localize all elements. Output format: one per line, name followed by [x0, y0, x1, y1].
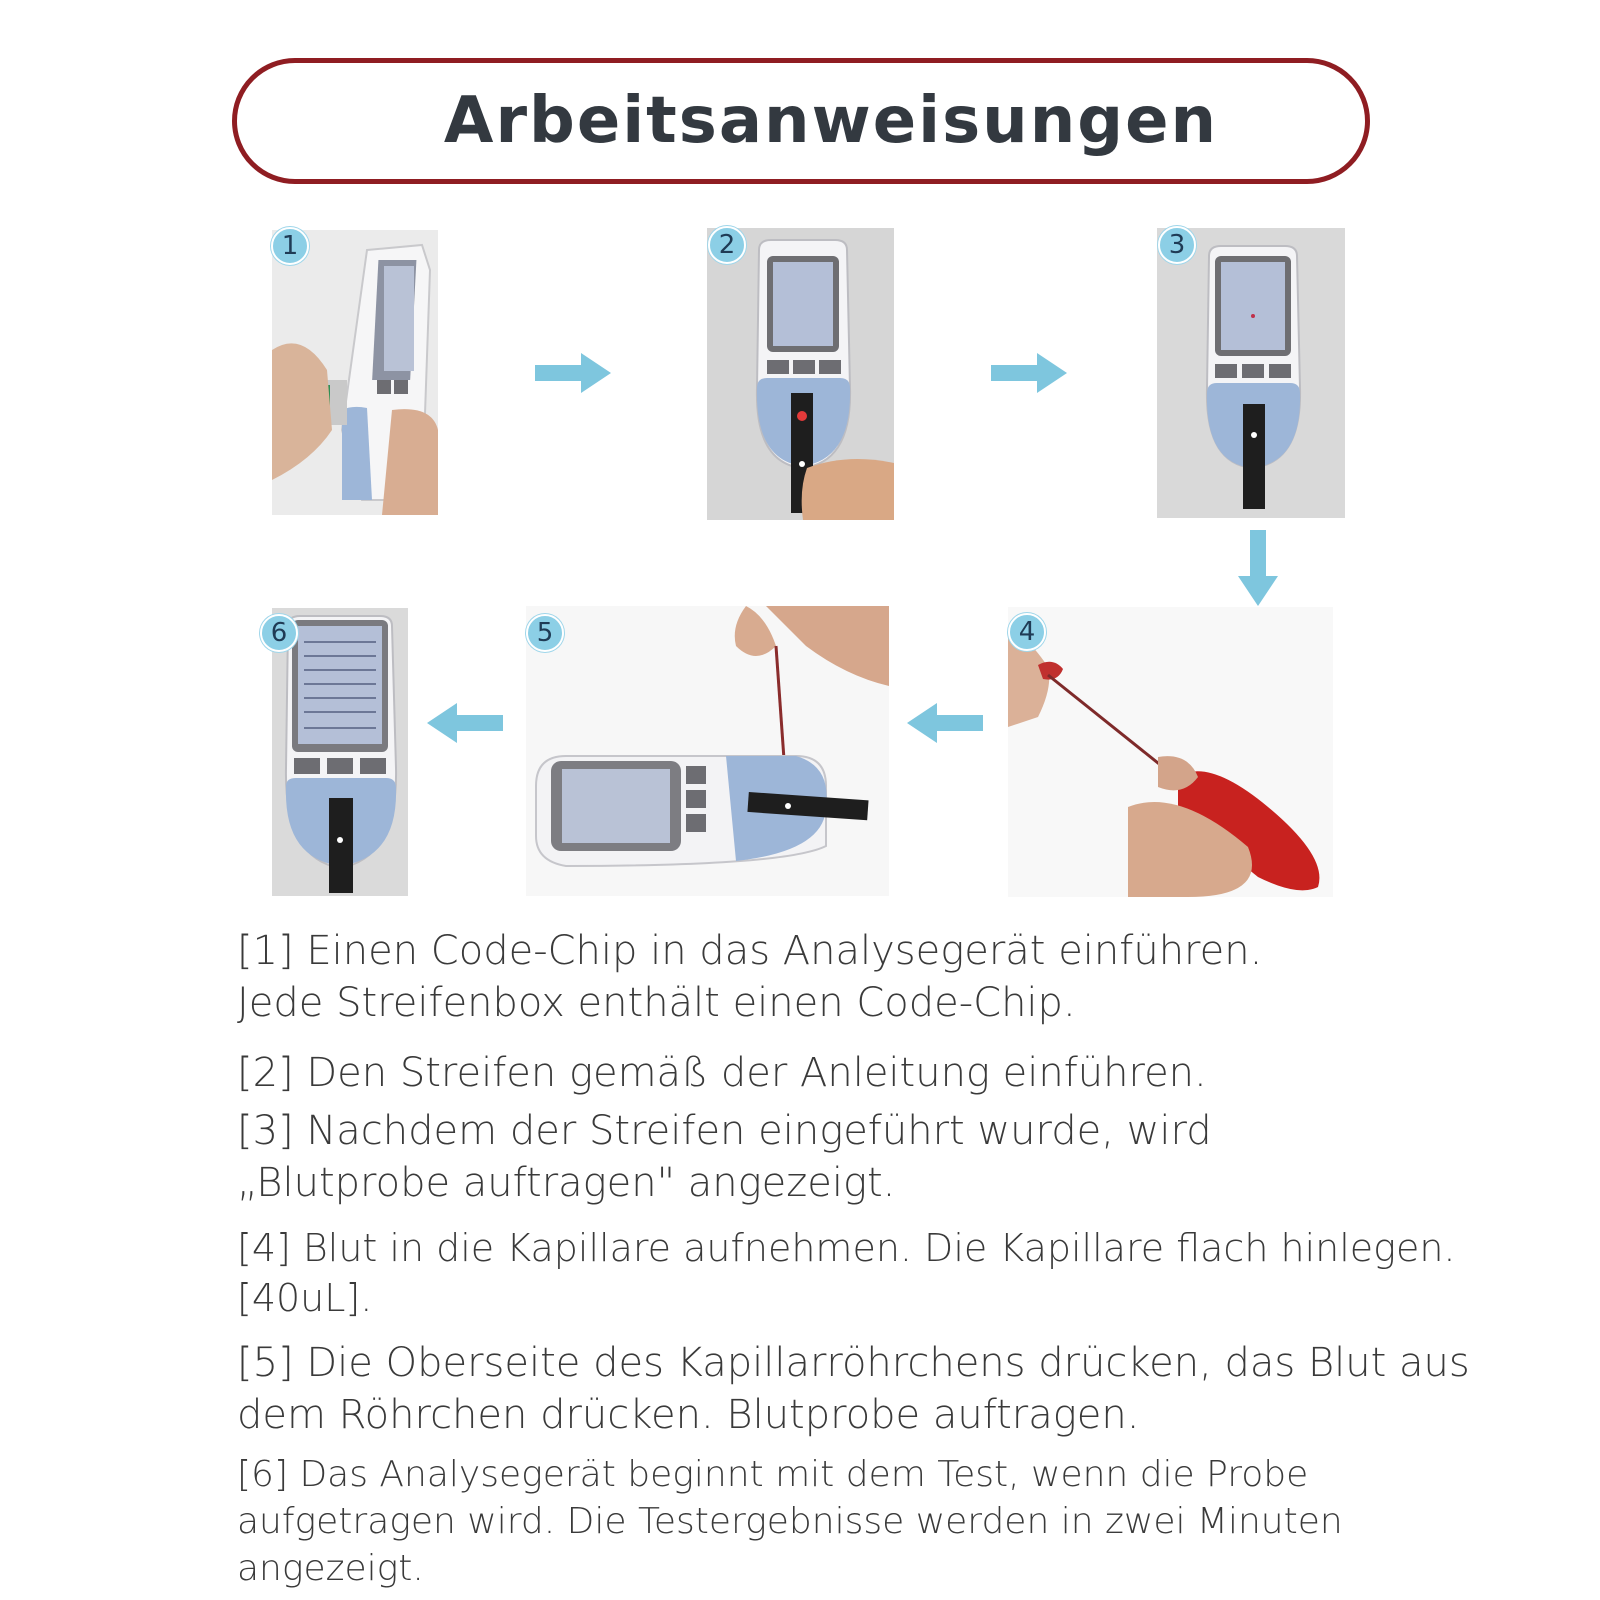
step-6-photo	[272, 608, 408, 896]
step-3-photo	[1157, 228, 1345, 518]
step-2-photo	[707, 228, 894, 520]
step-2-badge: 2	[708, 226, 746, 264]
step-1-badge: 1	[271, 227, 309, 265]
arrow-left-icon	[907, 703, 983, 743]
instruction-step-5: [5] Die Oberseite des Kapillarröhrchens drücken, das Blut aus dem Röhrchen drücken. Blutprobe auftragen.	[237, 1340, 1470, 1438]
arrow-left-icon	[427, 703, 503, 743]
step-1-photo	[272, 230, 438, 515]
arrow-down-icon	[1238, 530, 1278, 606]
step-6-badge: 6	[260, 614, 298, 652]
instruction-step-3: [3] Nachdem der Streifen eingeführt wurde, wird „Blutprobe auftragen" angezeigt.	[237, 1108, 1212, 1206]
instruction-step-1: [1] Einen Code-Chip in das Analysegerät einführen. Jede Streifenbox enthält einen Code-Chip.	[237, 928, 1263, 1026]
title-banner	[232, 58, 1370, 184]
instruction-step-6: [6] Das Analysegerät beginnt mit dem Test, wenn die Probe aufgetragen wird. Die Testergebnisse werden in zwei Minuten angezeigt.	[237, 1454, 1343, 1589]
instruction-step-4: [4] Blut in die Kapillare aufnehmen. Die Kapillare flach hinlegen. [40uL].	[237, 1226, 1456, 1320]
arrow-right-icon	[991, 353, 1067, 393]
step-4-badge: 4	[1008, 613, 1046, 651]
arrow-right-icon	[535, 353, 611, 393]
step-5-badge: 5	[526, 614, 564, 652]
step-4-photo	[1008, 607, 1333, 897]
page-title: Arbeitsanweisungen	[443, 84, 1219, 158]
step-3-badge: 3	[1158, 226, 1196, 264]
step-5-photo	[526, 606, 889, 896]
instruction-step-2: [2] Den Streifen gemäß der Anleitung einführen.	[237, 1050, 1207, 1096]
